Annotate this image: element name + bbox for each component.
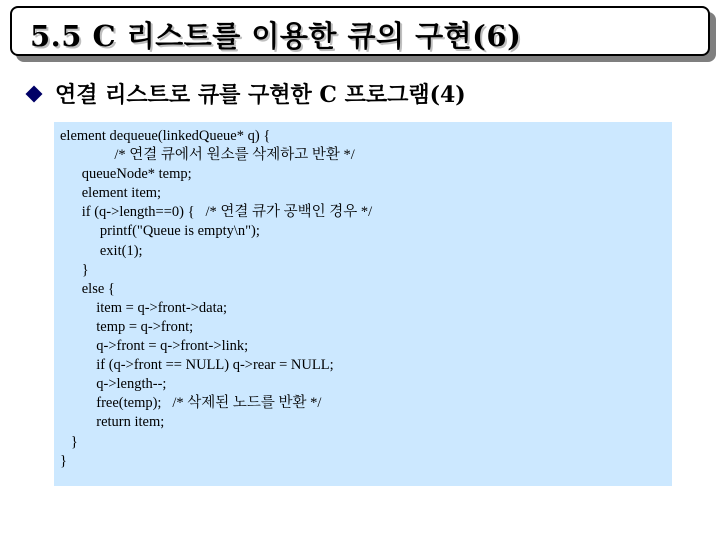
code-line: exit(1);	[60, 242, 143, 259]
code-block	[60, 127, 670, 471]
code-line: printf("Queue is empty\n");	[60, 223, 260, 240]
code-line: }	[60, 261, 89, 278]
code-line: return item;	[60, 414, 165, 431]
code-line: element item;	[60, 185, 162, 202]
code-line: q->front = q->front->link;	[60, 338, 249, 355]
title-box	[10, 6, 710, 56]
code-line: item = q->front->data;	[60, 299, 228, 316]
code-line: else {	[60, 280, 115, 297]
diamond-bullet-icon	[26, 86, 43, 103]
code-line: q->length--;	[60, 376, 167, 393]
code-line: if (q->length==0) { /* 연결 큐가 공백인 경우 */	[60, 204, 373, 221]
code-line: }	[60, 452, 67, 469]
code-line: }	[60, 433, 78, 450]
code-line: free(temp); /* 삭제된 노드를 반환 */	[60, 395, 322, 412]
code-line: if (q->front == NULL) q->rear = NULL;	[60, 357, 334, 374]
code-line: temp = q->front;	[60, 318, 194, 335]
code-line: /* 연결 큐에서 원소를 삭제하고 반환 */	[60, 147, 355, 164]
slide-subtitle: 연결 리스트로 큐를 구현한 C 프로그램(4)	[55, 82, 466, 108]
code-line: queueNode* temp;	[60, 166, 192, 183]
slide-title: 5.5 C 리스트를 이용한 큐의 구현(6)	[30, 19, 522, 53]
code-line: element dequeue(linkedQueue* q) {	[60, 128, 271, 144]
